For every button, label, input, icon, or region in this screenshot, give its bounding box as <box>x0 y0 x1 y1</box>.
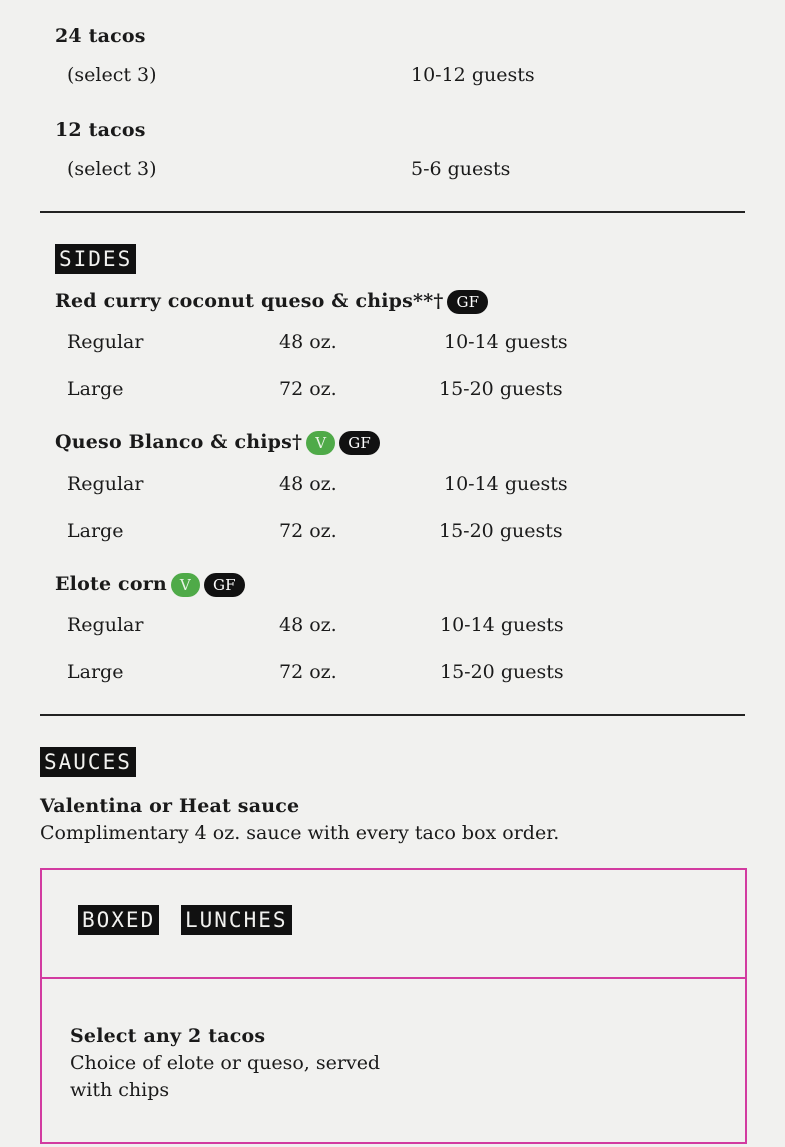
side-item-title <box>55 290 488 314</box>
vegetarian-badge: V <box>171 573 200 597</box>
side-size: Large <box>67 378 124 400</box>
boxed-lunches-line-1: Choice of elote or queso, served <box>70 1052 381 1074</box>
boxed-lunches-card <box>40 868 747 1144</box>
side-item-title <box>55 431 380 455</box>
boxed-lunches-title: Select any 2 tacos <box>70 1025 266 1047</box>
section-divider <box>40 714 745 716</box>
boxed-lunches-line-2: with chips <box>70 1079 170 1101</box>
taco-24-title: 24 tacos <box>55 25 146 47</box>
side-guests: 10-14 guests <box>444 331 568 353</box>
side-guests: 10-14 guests <box>444 473 568 495</box>
side-guests: 15-20 guests <box>440 661 564 683</box>
taco-24-guests: 10-12 guests <box>411 64 535 86</box>
taco-24-select: (select 3) <box>67 64 157 86</box>
taco-12-title: 12 tacos <box>55 119 146 141</box>
sauces-title: Valentina or Heat sauce <box>40 795 300 817</box>
sauces-description: Complimentary 4 oz. sauce with every taco box order. <box>40 822 560 844</box>
side-oz: 72 oz. <box>279 520 337 542</box>
side-oz: 72 oz. <box>279 661 337 683</box>
taco-12-select: (select 3) <box>67 158 157 180</box>
gluten-free-badge: GF <box>339 431 380 455</box>
gluten-free-badge: GF <box>204 573 245 597</box>
side-size: Large <box>67 661 124 683</box>
boxed-lunches-heading-boxed: BOXED <box>78 905 159 935</box>
side-guests: 10-14 guests <box>440 614 564 636</box>
side-size: Regular <box>67 331 144 353</box>
boxed-lunches-heading-lunches: LUNCHES <box>181 905 292 935</box>
side-item-name: Queso Blanco & chips† <box>55 431 303 453</box>
section-divider <box>40 211 745 213</box>
vegetarian-badge: V <box>306 431 335 455</box>
side-item-title <box>55 573 245 597</box>
gluten-free-badge: GF <box>447 290 488 314</box>
sides-heading: SIDES <box>55 244 136 274</box>
side-item-name: Elote corn <box>55 573 167 595</box>
side-oz: 48 oz. <box>279 473 337 495</box>
taco-12-guests: 5-6 guests <box>411 158 511 180</box>
side-size: Regular <box>67 473 144 495</box>
side-guests: 15-20 guests <box>439 520 563 542</box>
side-oz: 72 oz. <box>279 378 337 400</box>
card-divider <box>42 977 745 979</box>
side-item-name: Red curry coconut queso & chips**† <box>55 290 444 312</box>
side-size: Regular <box>67 614 144 636</box>
side-size: Large <box>67 520 124 542</box>
side-guests: 15-20 guests <box>439 378 563 400</box>
sauces-heading: SAUCES <box>40 747 136 777</box>
side-oz: 48 oz. <box>279 614 337 636</box>
side-oz: 48 oz. <box>279 331 337 353</box>
